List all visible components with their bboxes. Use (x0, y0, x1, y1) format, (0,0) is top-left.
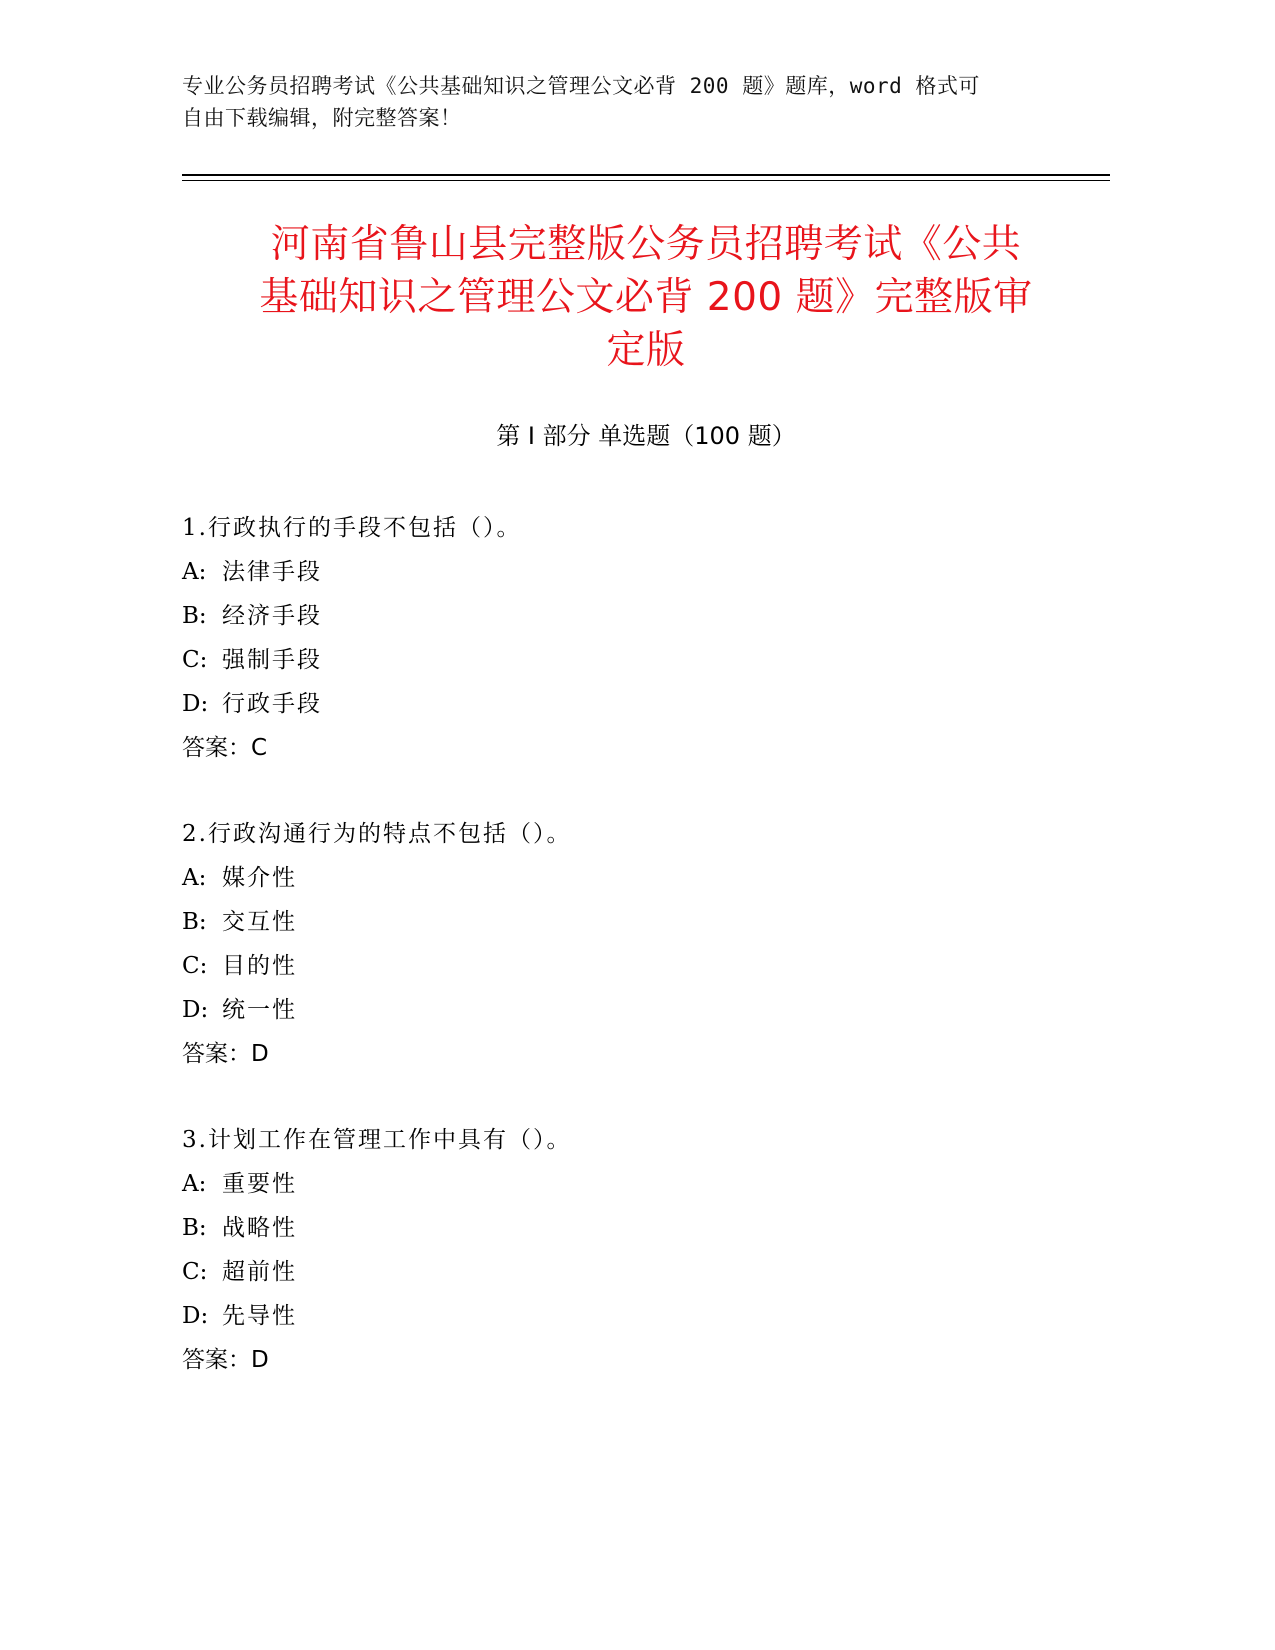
option-label: C: (182, 647, 208, 673)
option-a (182, 1162, 1110, 1206)
question-stem: 1.行政执行的手段不包括（）。 (182, 515, 522, 541)
option-label: B: (182, 603, 207, 629)
option-b (182, 1206, 1110, 1250)
option-text: 行政手段 (222, 691, 322, 717)
option-label: C: (182, 953, 208, 979)
option-text: 目的性 (222, 953, 297, 979)
document-title (182, 218, 1110, 377)
question-stem: 2.行政沟通行为的特点不包括（）。 (182, 821, 572, 847)
header-divider-thin (182, 180, 1110, 181)
option-label: A: (182, 1171, 207, 1197)
question-1 (182, 506, 1110, 770)
option-text: 强制手段 (222, 647, 322, 673)
option-label: D: (182, 691, 209, 717)
header-line-2: 自由下载编辑，附完整答案！ (182, 106, 462, 130)
option-text: 统一性 (222, 997, 297, 1023)
document-header (182, 70, 1062, 134)
option-text: 超前性 (222, 1259, 297, 1285)
option-text: 媒介性 (222, 865, 297, 891)
answer: 答案：C (182, 735, 268, 761)
option-label: A: (182, 559, 207, 585)
option-c (182, 944, 1110, 988)
option-label: D: (182, 1303, 209, 1329)
option-text: 交互性 (222, 909, 297, 935)
question-3 (182, 1118, 1110, 1382)
option-d (182, 1294, 1110, 1338)
question-stem: 3.计划工作在管理工作中具有（）。 (182, 1127, 572, 1153)
option-c (182, 638, 1110, 682)
title-line-2: 基础知识之管理公文必背 200 题》完整版审 (259, 275, 1033, 320)
option-c (182, 1250, 1110, 1294)
answer: 答案：D (182, 1347, 269, 1373)
option-label: B: (182, 909, 207, 935)
question-2 (182, 812, 1110, 1076)
option-d (182, 988, 1110, 1032)
section-title: 第 I 部分 单选题（100 题） (496, 422, 796, 450)
option-a (182, 856, 1110, 900)
option-label: B: (182, 1215, 207, 1241)
title-line-3: 定版 (606, 328, 686, 373)
option-b (182, 900, 1110, 944)
option-label: D: (182, 997, 209, 1023)
option-text: 先导性 (222, 1303, 297, 1329)
question-list (182, 506, 1110, 1424)
header-divider-thick (182, 174, 1110, 176)
option-d (182, 682, 1110, 726)
option-text: 重要性 (222, 1171, 297, 1197)
option-text: 法律手段 (222, 559, 322, 585)
option-b (182, 594, 1110, 638)
option-text: 经济手段 (222, 603, 322, 629)
option-a (182, 550, 1110, 594)
option-label: A: (182, 865, 207, 891)
header-line-1: 专业公务员招聘考试《公共基础知识之管理公文必背 200 题》题库，word 格式可 (182, 74, 980, 98)
option-text: 战略性 (222, 1215, 297, 1241)
title-line-1: 河南省鲁山县完整版公务员招聘考试《公共 (270, 222, 1022, 267)
option-label: C: (182, 1259, 208, 1285)
answer: 答案：D (182, 1041, 269, 1067)
